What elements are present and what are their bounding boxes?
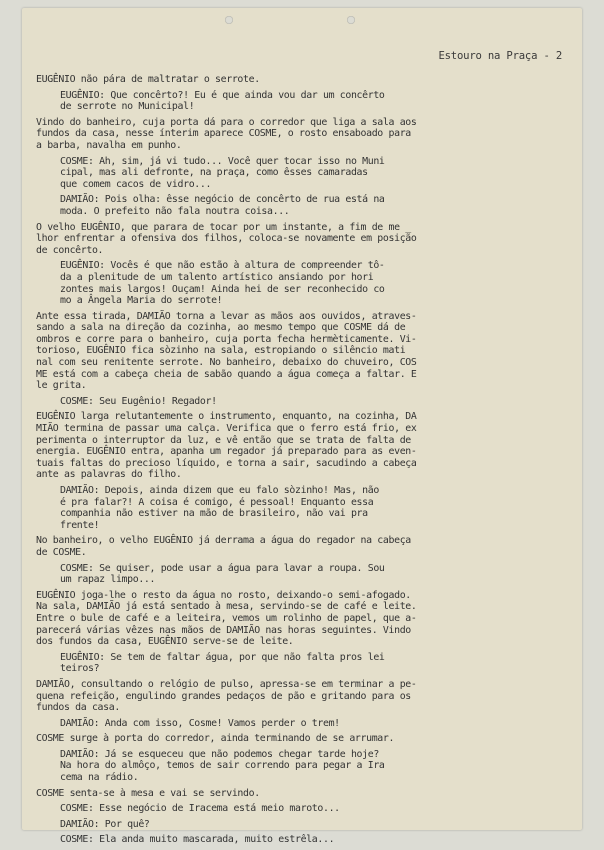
page-header: Estouro na Praça - 2 xyxy=(438,50,562,62)
text-line: EUGÊNIO joga-lhe o resto da água no rosto, deixando-o semi-afogado. xyxy=(36,589,411,601)
typed-page xyxy=(22,8,582,846)
text-line: ME está com a cabeça cheia de sabão quando a água começa a faltar. E xyxy=(36,368,417,380)
text-line: cema na rádio. xyxy=(60,772,139,784)
text-line: sando a sala na direção da cozinha, ao mesmo tempo que COSME dá de xyxy=(36,322,406,334)
text-line: parecerá várias vêzes nas mãos de DAMIÃO nas horas seguintes. Vindo xyxy=(36,624,411,636)
text-line: cipal, mas ali defronte, na praça, como êsses camaradas xyxy=(60,167,368,179)
text-line: um rapaz limpo... xyxy=(60,574,156,586)
text-line: Na hora do almôço, temos de sair correndo para pegar a Ira xyxy=(60,760,385,772)
dialogue-block xyxy=(36,485,570,531)
stage-direction xyxy=(36,590,570,648)
text-line: Vindo do banheiro, cuja porta dá para o corredor que liga a sala aos xyxy=(36,116,417,128)
text-line: Na sala, DAMIÃO já está sentado à mesa, servindo-se de café e leite. xyxy=(36,601,417,613)
text-line: moda. O prefeito não fala noutra coisa... xyxy=(60,205,290,217)
dialogue-block xyxy=(36,803,570,815)
text-line: EUGÊNIO: Se tem de faltar água, por que não falta pros lei xyxy=(60,651,385,663)
text-line: a barba, navalha em punho. xyxy=(36,139,182,151)
text-line: COSME: Seu Eugênio! Regador! xyxy=(60,395,217,407)
text-line: COSME surge à porta do corredor, ainda terminando de se arrumar. xyxy=(36,733,395,745)
text-line: de serrote no Municipal! xyxy=(60,101,195,113)
text-line: fundos da casa, nesse ínterim aparece COSME, o rosto ensaboado para xyxy=(36,128,411,140)
dialogue-block xyxy=(36,156,570,191)
dialogue-block xyxy=(36,563,570,586)
stage-direction xyxy=(36,117,570,152)
text-line: O velho EUGÊNIO, que parara de tocar por um instante, a fim de me _ xyxy=(36,221,411,233)
text-line: EUGÊNIO larga relutantemente o instrumento, enquanto, na cozinha, DA xyxy=(36,411,417,423)
text-line: companhia não estiver na mão de brasileiro, não vai pra xyxy=(60,508,368,520)
text-line: teiros? xyxy=(60,663,100,675)
text-line: zontes mais largos! Ouçam! Ainda hei de ser reconhecido co xyxy=(60,283,385,295)
text-line: COSME: Esse negócio de Iracema está meio maroto... xyxy=(60,803,340,815)
dialogue-block xyxy=(36,260,570,306)
stage-direction xyxy=(36,679,570,714)
stage-direction xyxy=(36,535,570,558)
stage-direction xyxy=(36,222,570,257)
paragraph-gap xyxy=(36,846,570,850)
text-line: dos fundos da casa, EUGÊNIO serve-se de leite. xyxy=(36,636,294,648)
text-line: EUGÊNIO: Vocês é que não estão à altura de compreender tô- xyxy=(60,260,385,272)
text-line: de COSME. xyxy=(36,546,87,558)
text-line: de concêrto. xyxy=(36,244,104,256)
text-line: nal com seu renitente serrote. No banheiro, debaixo do chuveiro, COS xyxy=(36,357,417,369)
text-line: EUGÊNIO não pára de maltratar o serrote. xyxy=(36,74,260,85)
text-line: MIÃO termina de passar uma calça. Verifica que o ferro está frio, ex xyxy=(36,423,417,435)
text-line: COSME: Ela anda muito mascarada, muito estrêla... xyxy=(60,834,335,846)
stage-direction xyxy=(36,74,570,86)
stage-direction xyxy=(36,733,570,745)
script-body xyxy=(36,74,570,850)
text-line: Ante essa tirada, DAMIÃO torna a levar as mãos aos ouvidos, atraves- xyxy=(36,310,417,322)
text-line: EUGÊNIO: Que concêrto?! Eu é que ainda vou dar um concêrto xyxy=(60,89,385,101)
punch-hole xyxy=(347,16,355,24)
text-line: COSME senta-se à mesa e vai se servindo. xyxy=(36,787,260,799)
dialogue-block xyxy=(36,749,570,784)
text-line: mo a Ângela Maria do serrote! xyxy=(60,295,223,307)
text-line: DAMIÃO: Anda com isso, Cosme! Vamos perder o trem! xyxy=(60,717,340,729)
text-line: ombros e corre para o banheiro, cuja porta fecha hermèticamente. Vi- xyxy=(36,333,417,345)
text-line: DAMIÃO, consultando o relógio de pulso, apressa-se em terminar a pe- xyxy=(36,678,417,690)
text-line: Entre o bule de café e a leiteira, vemos um rolinho de papel, que a- xyxy=(36,612,417,624)
text-line: da a plenitude de um talento artístico ansiando por hori xyxy=(60,271,374,283)
text-line: lhor enfrentar a ofensiva dos filhos, coloca-se novamente em posição xyxy=(36,233,417,245)
text-line: é pra falar?! A coisa é comigo, é pessoal! Enquanto essa xyxy=(60,496,374,508)
text-line: perimenta o interruptor da luz, e vê então que se trata de falta de xyxy=(36,434,411,446)
text-line: COSME: Ah, sim, já vi tudo... Você quer tocar isso no Muni xyxy=(60,155,385,167)
text-line: DAMIÃO: Por quê? xyxy=(60,818,150,830)
dialogue-block xyxy=(36,834,570,846)
text-line: No banheiro, o velho EUGÊNIO já derrama a água do regador na cabeça xyxy=(36,535,411,547)
text-line: DAMIÃO: Já se esqueceu que não podemos chegar tarde hoje? xyxy=(60,748,379,760)
text-line: fundos da casa. xyxy=(36,702,120,714)
text-line: tuais faltas do precioso líquido, e torna a sair, sacudindo a cabeça xyxy=(36,457,417,469)
dialogue-block xyxy=(36,90,570,113)
stage-direction xyxy=(36,788,570,800)
text-line: ante as palavras do filho. xyxy=(36,469,182,481)
punch-hole xyxy=(225,16,233,24)
text-line: energia. EUGÊNIO entra, apanha um regador já preparado para as even- xyxy=(36,446,417,458)
stage-direction xyxy=(36,411,570,481)
dialogue-block xyxy=(36,718,570,730)
text-line: frente! xyxy=(60,519,100,531)
text-line: le grita. xyxy=(36,380,87,392)
text-line: quena refeição, engulindo grandes pedaços de pão e gritando para os xyxy=(36,690,411,702)
text-line: DAMIÃO: Pois olha: êsse negócio de concêrto de rua está na xyxy=(60,194,385,206)
text-line: que comem cacos de vidro... xyxy=(60,178,212,190)
stage-direction xyxy=(36,311,570,392)
dialogue-block xyxy=(36,652,570,675)
text-line: DAMIÃO: Depois, ainda dizem que eu falo sòzinho! Mas, não xyxy=(60,485,379,496)
dialogue-block xyxy=(36,396,570,408)
dialogue-block xyxy=(36,819,570,831)
dialogue-block xyxy=(36,194,570,217)
text-line: COSME: Se quiser, pode usar a água para lavar a roupa. Sou xyxy=(60,562,385,574)
text-line: torioso, EUGÊNIO fica sòzinho na sala, estropiando o silêncio mati xyxy=(36,345,406,357)
